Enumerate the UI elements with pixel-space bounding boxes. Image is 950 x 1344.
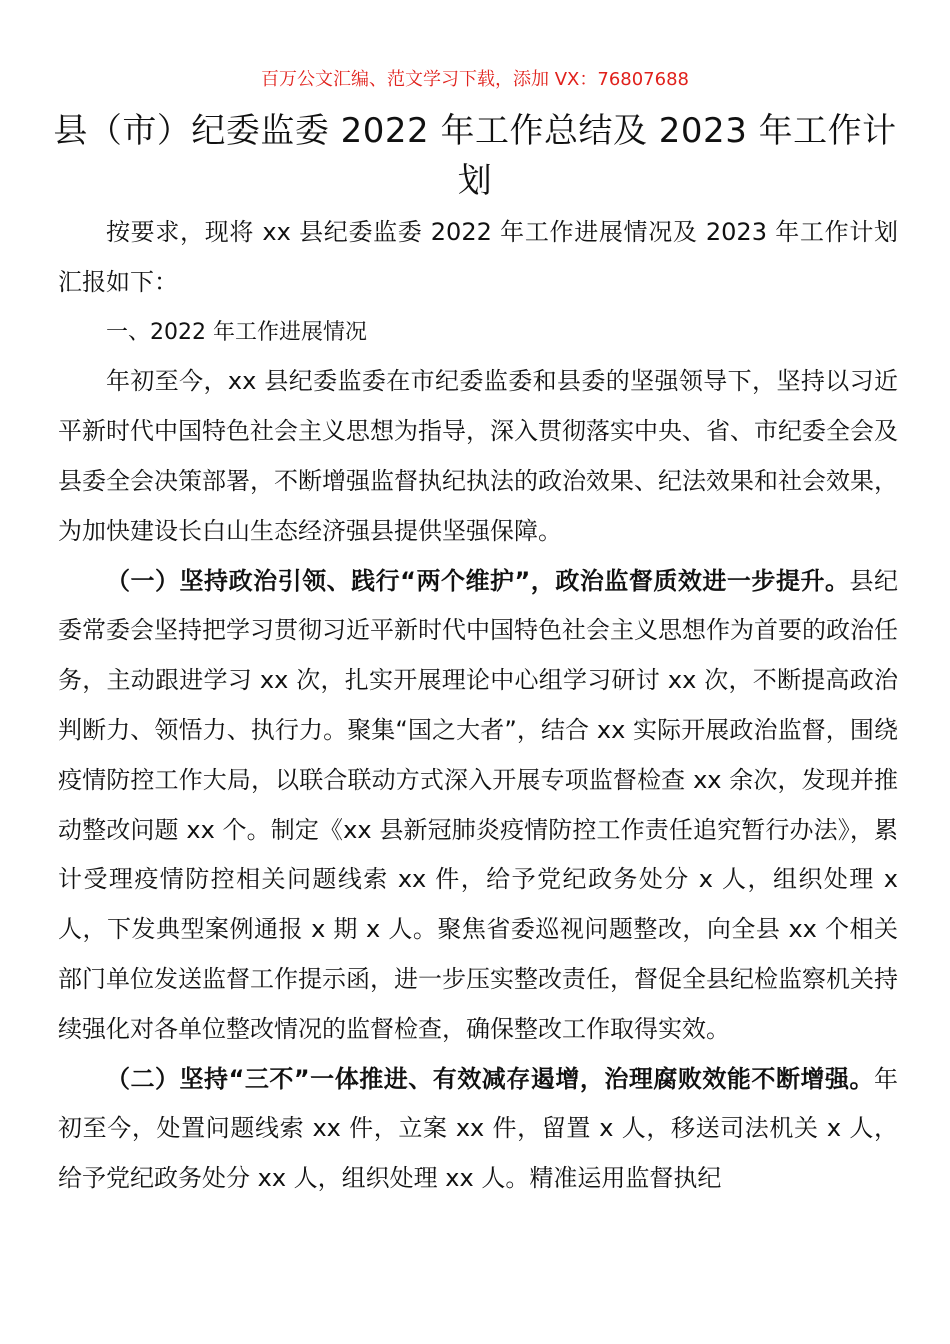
item-1-heading: （一）坚持政治引领、践行“两个维护”，政治监督质效进一步提升。 (106, 566, 850, 595)
intro-paragraph: 按要求，现将 xx 县纪委监委 2022 年工作进展情况及 2023 年工作计划汇报如下： (58, 218, 898, 296)
header-promo-note: 百万公文汇编、范文学习下载，添加 VX：76807688 (261, 69, 689, 90)
document-body (58, 208, 898, 1204)
item-2-heading: （二）坚持“三不”一体推进、有效减存遏增，治理腐败效能不断增强。 (106, 1064, 874, 1093)
item-1-paragraph (58, 557, 898, 1055)
section-1-heading: 一、2022 年工作进展情况 (106, 319, 367, 345)
item-2-body: 年初至今，处置问题线索 xx 件，立案 xx 件，留置 x 人，移送司法机关 x 人，给予党纪政务处分 xx 人，组织处理 xx 人。精准运用监督执纪 (58, 1064, 898, 1193)
section-1-paragraph: 年初至今，xx 县纪委监委在市纪委监委和县委的坚强领导下，坚持以习近平新时代中国特色社会主义思想为指导，深入贯彻落实中央、省、市纪委全会及县委全会决策部署，不断增强监督执纪执法的政治效果、纪法效果和社会效果，为加快建设长白山生态经济强县提供坚强保障。 (58, 367, 898, 545)
item-1-body: 县纪委常委会坚持把学习贯彻习近平新时代中国特色社会主义思想作为首要的政治任务，主动跟进学习 xx 次，扎实开展理论中心组学习研讨 xx 次，不断提高政治判断力、领悟力、执行力。聚集“国之大者”，结合 xx 实际开展政治监督，围绕疫情防控工作大局，以联合联动方式深入开展专项监督检查 xx 余次，发现并推动整改问题 xx 个。制定《xx 县新冠肺炎疫情防控工作责任追究暂行办法》，累计受理疫情防控相关问题线索 xx 件，给予党纪政务处分 x 人，组织处理 x 人，下发典型案例通报 x 期 x 人。聚焦省委巡视问题整改，向全县 xx 个相关部门单位发送监督工作提示函，进一步压实整改责任，督促全县纪检监察机关持续强化对各单位整改情况的监督检查，确保整改工作取得实效。 (58, 566, 898, 1043)
document-title: 县（市）纪委监委 2022 年工作总结及 2023 年工作计划 (53, 111, 897, 201)
item-2-paragraph (58, 1055, 898, 1204)
